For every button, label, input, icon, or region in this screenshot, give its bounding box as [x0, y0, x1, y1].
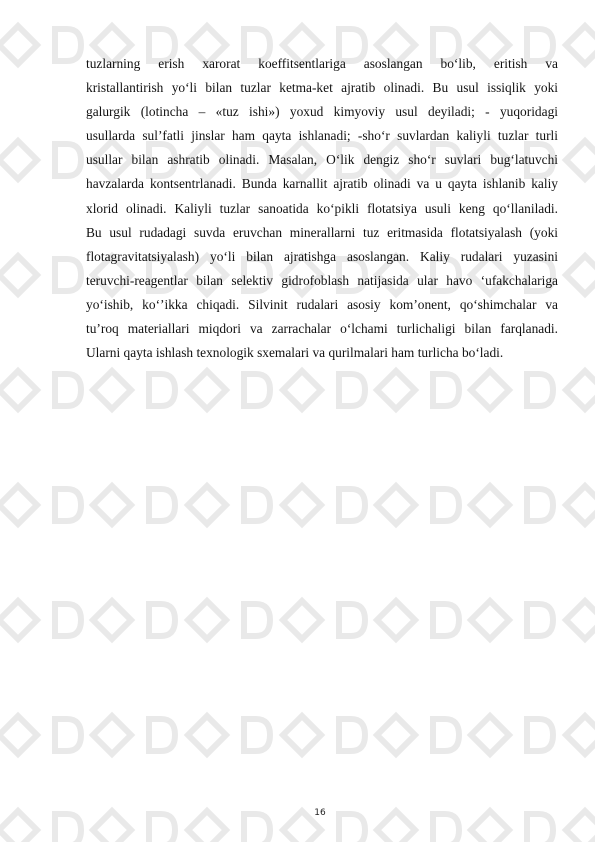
watermark-mark	[283, 716, 365, 754]
watermark-mark	[188, 486, 270, 524]
watermark-mark	[0, 256, 81, 294]
watermark-mark	[566, 716, 595, 754]
watermark-mark	[0, 141, 81, 179]
watermark-mark	[188, 716, 270, 754]
text-line-7: xlorid olinadi. Kaliyli tuzlar sanoatida ko‘pikli flotatsiya usuli keng qo‘llaniladi.	[86, 200, 558, 216]
watermark-mark	[188, 601, 270, 639]
text-line-10: teruvchi-reagentlar bilan selektiv gidrofoblash natijasida ular havo ‘ufakchalariga	[86, 272, 558, 288]
text-line-6: havzalarda kontsentrlanadi. Bunda karnallit ajratib olinadi va u qayta ishlanib kaliy	[86, 176, 558, 192]
text-line-1: tuzlarning erish xarorat koeffitsentlariga asoslangan bo‘lib, eritish va	[86, 56, 558, 71]
watermark-mark	[471, 601, 553, 639]
page-body	[86, 52, 558, 365]
watermark-mark	[471, 716, 553, 754]
watermark-mark	[566, 256, 595, 294]
text-line-3: galurgik (lotincha – «tuz ishi») yoxud kimyoviy usul deyiladi; - yuqoridagi	[86, 104, 558, 120]
watermark-mark	[566, 26, 595, 64]
page-number: 16	[314, 808, 326, 818]
watermark-mark	[0, 371, 81, 409]
text-line-2: kristallantirish yo‘li bilan tuzlar ketma-ket ajratib olinadi. Bu usul issiqlik yoki	[86, 80, 558, 96]
text-line-5: usullar bilan ashratib olinadi. Masalan, O‘lik dengiz sho‘r suvlari bug‘latuvchi	[86, 152, 558, 168]
watermark-mark	[566, 486, 595, 524]
watermark-mark	[566, 141, 595, 179]
watermark-mark	[93, 601, 175, 639]
watermark-mark	[93, 716, 175, 754]
watermark-mark	[188, 371, 270, 409]
watermark-mark	[566, 601, 595, 639]
text-line-9: flotagravitatsiyalash) yo‘li bilan ajratishga asoslangan. Kaliy rudalari yuzasini	[86, 248, 558, 264]
watermark-mark	[566, 371, 595, 409]
watermark-mark	[377, 716, 459, 754]
watermark-mark	[0, 716, 81, 754]
watermark-mark	[93, 371, 175, 409]
watermark-mark	[377, 601, 459, 639]
watermark-mark	[0, 26, 81, 64]
watermark-mark	[283, 486, 365, 524]
watermark-mark	[283, 371, 365, 409]
text-line-8: Bu usul rudadagi suvda eruvchan minerallarni tuz eritmasida flotatsiyalash (yoki	[86, 224, 558, 240]
watermark-mark	[0, 601, 81, 639]
text-line-11: yo‘ishib, ko‘’ikka chiqadi. Silvinit rudalari asosiy kom’onent, qo‘shimchalar va	[86, 296, 558, 312]
text-line-4: usullarda sul’fatli jinslar ham qayta ishlanadi; -sho‘r suvlardan kaliyli tuzlar turli	[86, 128, 558, 144]
watermark-mark	[93, 486, 175, 524]
text-line-12: tu’roq materiallari miqdori va zarrachalar o‘lchami turlichaligi bilan farqlanadi.	[86, 321, 558, 337]
watermark-mark	[471, 371, 553, 409]
watermark-mark	[0, 486, 81, 524]
text-line-13: Ularni qayta ishlash texnologik sxemalari va qurilmalari ham turlicha bo‘ladi.	[86, 345, 504, 361]
watermark-mark	[471, 486, 553, 524]
watermark-mark	[377, 486, 459, 524]
watermark-mark	[283, 601, 365, 639]
watermark-mark	[377, 371, 459, 409]
